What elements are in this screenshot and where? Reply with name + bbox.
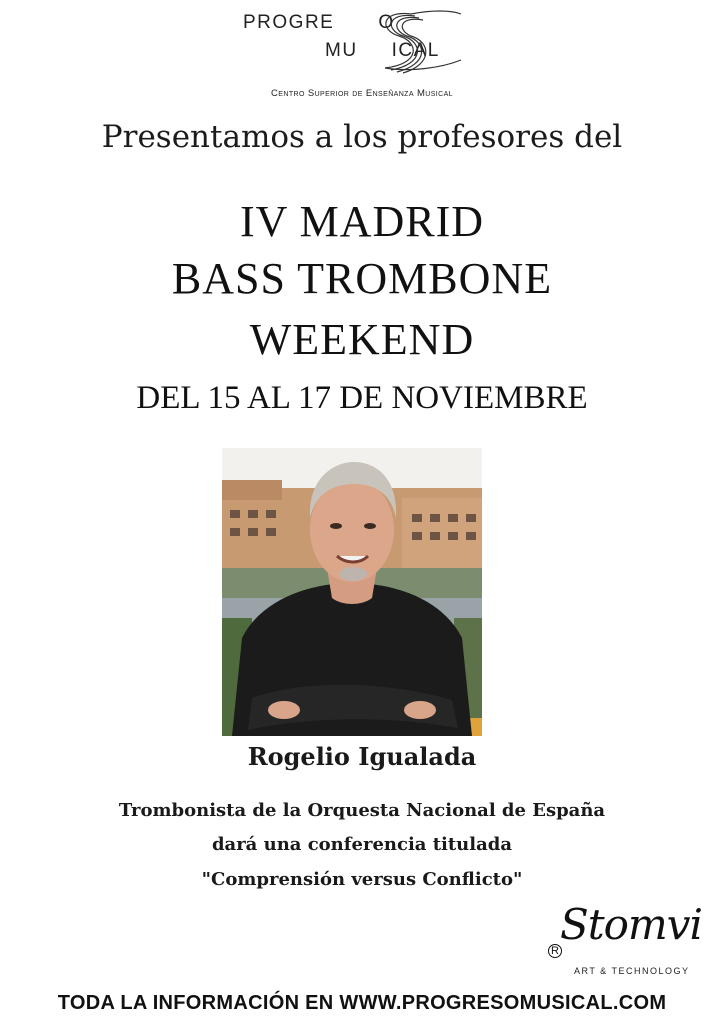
- stomvi-logo: [548, 900, 713, 982]
- event-dates: DEL 15 AL 17 DE NOVIEMBRE: [136, 380, 588, 416]
- logo-swoosh-icon: [351, 8, 463, 74]
- speaker-description-line-1: Trombonista de la Orquesta Nacional de España: [118, 800, 606, 821]
- event-title-line-1: IV MADRID: [239, 197, 485, 246]
- stomvi-tagline: ART & TECHNOLOGY: [574, 966, 690, 976]
- progreso-musical-logo: [243, 8, 483, 88]
- logo-text-mu: MU: [325, 40, 358, 61]
- logo-text-o: O: [378, 12, 395, 33]
- speaker-name: Rogelio Igualada: [247, 742, 477, 771]
- logo-text-progre: PROGRE: [243, 12, 335, 33]
- event-title-line-2: BASS TROMBONE: [171, 254, 553, 303]
- stomvi-wordmark: Stomvi: [560, 900, 702, 949]
- logo-text-ical: ICAL: [391, 40, 440, 61]
- registered-mark-icon: R: [548, 944, 562, 958]
- lecture-title: "Comprensión versus Conflicto": [201, 869, 523, 890]
- logo-subtitle: Centro Superior de Enseñanza Musical: [271, 88, 453, 99]
- speaker-photo: [222, 448, 482, 736]
- speaker-description-line-2: dará una conferencia titulada: [211, 834, 513, 855]
- footer-info-link[interactable]: TODA LA INFORMACIÓN EN WWW.PROGRESOMUSICAL.COM: [57, 992, 667, 1014]
- intro-text: Presentamos a los profesores del: [101, 119, 623, 155]
- event-title-line-3: WEEKEND: [249, 315, 475, 364]
